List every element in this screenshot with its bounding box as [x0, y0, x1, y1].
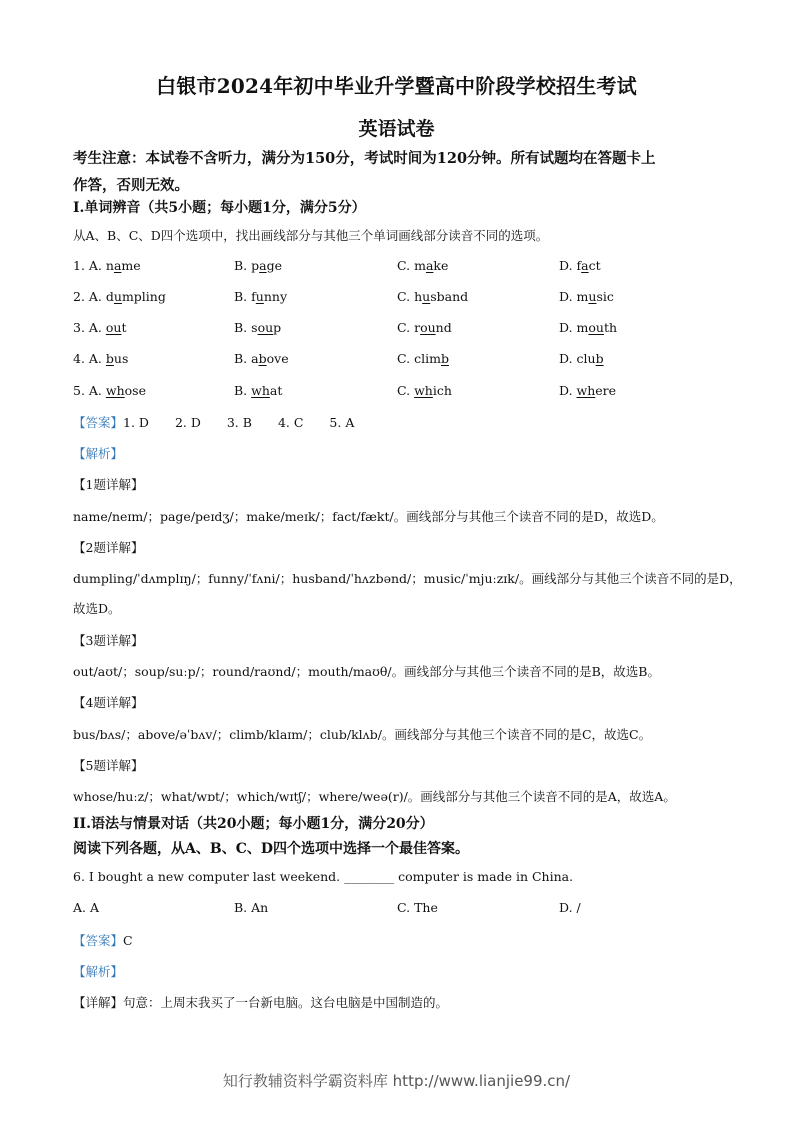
question-number: 1. A. — [73, 258, 102, 273]
underlined-part: ou — [105, 320, 122, 335]
answer-item: 2. D — [174, 415, 201, 430]
underlined-part: a — [259, 258, 267, 273]
q5-option-a — [73, 383, 146, 398]
underlined-part: ou — [588, 320, 604, 335]
word-part: ke — [433, 258, 449, 273]
q6-detail-text: 句意：上周末我买了一台新电脑。这台电脑是中国制造的。 — [123, 995, 449, 1010]
q6-detail-tag: 【详解】 — [73, 995, 124, 1010]
detail-label-1: 【1题详解】 — [73, 477, 144, 492]
word-part: f — [576, 258, 582, 273]
q3-option-d — [559, 320, 617, 335]
detail-label-2: 【2题详解】 — [73, 540, 144, 555]
underlined-part: wh — [105, 383, 125, 398]
q4-option-c — [397, 351, 449, 366]
word-part: ge — [266, 258, 283, 273]
notice-line-1: 考生注意：本试卷不含听力，满分为150分，考试时间为120分钟。所有试题均在答题卡上 — [73, 150, 656, 167]
word-part: ct — [588, 258, 601, 273]
option-letter: B. — [234, 351, 252, 366]
underlined-part: a — [581, 258, 589, 273]
word-part: p — [273, 320, 282, 335]
word-part: ose — [124, 383, 146, 398]
question-number: 3. A. — [73, 320, 102, 335]
q2-option-a — [73, 289, 166, 304]
section2-heading: II.语法与情景对话（共20小题；每小题1分，满分20分） — [73, 816, 434, 832]
underlined-part: ou — [420, 320, 436, 335]
word-part: f — [251, 289, 256, 304]
answer-tag: 【答案】 — [73, 415, 124, 430]
analysis-tag: 【解析】 — [73, 446, 124, 461]
exam-title: 白银市2024年初中毕业升学暨高中阶段学校招生考试 — [156, 74, 637, 98]
detail-text-5: whose/huːz/；what/wɒt/；which/wɪtʃ/；where/weə(r)/。画线部分与其他三个读音不同的是A，故选A。 — [73, 789, 676, 804]
option-letter: C. — [397, 289, 415, 304]
word-part: ere — [595, 383, 617, 398]
underlined-part: b — [105, 351, 114, 366]
q6-option-b: B. An — [234, 900, 269, 915]
q2-option-d — [559, 289, 614, 304]
q3-option-c — [397, 320, 452, 335]
q1-option-c — [397, 258, 448, 273]
q4-option-d — [559, 351, 604, 366]
q3-option-b — [234, 320, 281, 335]
q6-option-c: C. The — [397, 900, 438, 915]
word-part: nny — [263, 289, 288, 304]
underlined-part: wh — [251, 383, 270, 398]
word-part: m — [576, 320, 589, 335]
detail-label-4: 【4题详解】 — [73, 695, 144, 710]
word-part: s — [251, 320, 258, 335]
q4-option-a — [73, 351, 128, 366]
option-letter: C. — [397, 320, 415, 335]
underlined-part: u — [113, 289, 122, 304]
word-part: sband — [430, 289, 469, 304]
q6-detail-row — [73, 993, 448, 1011]
option-letter: D. — [559, 289, 577, 304]
question-number: 5. A. — [73, 383, 102, 398]
underlined-part: ou — [257, 320, 274, 335]
option-letter: D. — [559, 320, 577, 335]
word-part: clim — [414, 351, 441, 366]
word-part: clu — [576, 351, 596, 366]
option-letter: B. — [234, 383, 252, 398]
word-part: t — [121, 320, 127, 335]
q1-option-d — [559, 258, 601, 273]
word-part: ich — [432, 383, 452, 398]
detail-label-3: 【3题详解】 — [73, 633, 144, 648]
word-part: m — [576, 289, 589, 304]
exam-subtitle: 英语试卷 — [358, 118, 435, 140]
q5-option-b — [234, 383, 282, 398]
word-part: a — [251, 351, 259, 366]
word-part: m — [414, 258, 426, 273]
question-number: 4. A. — [73, 351, 102, 366]
q3-option-a — [73, 320, 127, 335]
underlined-part: b — [595, 351, 604, 366]
q1-option-b — [234, 258, 282, 273]
q6-analysis-tag: 【解析】 — [73, 964, 124, 979]
answer-item: 5. A — [329, 415, 355, 430]
answers-list — [123, 415, 380, 430]
word-part: at — [269, 383, 283, 398]
q5-option-c — [397, 383, 452, 398]
option-letter: C. — [397, 383, 415, 398]
option-letter: B. — [234, 289, 252, 304]
option-letter: D. — [559, 258, 577, 273]
word-part: mpling — [121, 289, 166, 304]
detail-text-2b: 故选D。 — [73, 601, 121, 616]
word-part: ove — [266, 351, 289, 366]
q5-option-d — [559, 383, 616, 398]
word-part: r — [414, 320, 421, 335]
underlined-part: wh — [576, 383, 596, 398]
word-part: n — [101, 258, 114, 273]
notice-line-2: 作答，否则无效。 — [73, 177, 189, 194]
question-number: 2. A. — [73, 289, 102, 304]
q6-option-d: D. / — [559, 900, 581, 915]
detail-label-5: 【5题详解】 — [73, 758, 144, 773]
word-part: nd — [435, 320, 452, 335]
underlined-part: a — [113, 258, 122, 273]
question-6-text: 6. I bought a new computer last weekend. ________ computer is made in China. — [73, 869, 574, 884]
word-part: d — [101, 289, 114, 304]
word-part: me — [121, 258, 141, 273]
q6-answer-row — [73, 931, 133, 949]
answer-item: 3. B — [226, 415, 252, 430]
option-letter: B. — [234, 320, 252, 335]
section1-heading: I.单词辨音（共5小题；每小题1分，满分5分） — [73, 200, 366, 216]
q2-option-b — [234, 289, 287, 304]
detail-text-1: name/neɪm/；page/peɪdʒ/；make/meɪk/；fact/fækt/。画线部分与其他三个读音不同的是D，故选D。 — [73, 509, 664, 524]
answer-item: 1. D — [123, 415, 149, 430]
detail-text-3: out/aʊt/；soup/suːp/；round/raʊnd/；mouth/maʊθ/。画线部分与其他三个读音不同的是B，故选B。 — [73, 664, 660, 679]
underlined-part: u — [588, 289, 597, 304]
underlined-part: u — [422, 289, 431, 304]
section2-instruction: 阅读下列各题，从A、B、C、D四个选项中选择一个最佳答案。 — [73, 841, 469, 857]
word-part: h — [414, 289, 423, 304]
underlined-part: b — [440, 351, 449, 366]
option-letter: C. — [397, 351, 415, 366]
q6-answer-tag: 【答案】 — [73, 933, 124, 948]
q1-option-a — [73, 258, 141, 273]
word-part: p — [251, 258, 260, 273]
underlined-part: b — [258, 351, 267, 366]
option-letter: D. — [559, 351, 577, 366]
option-letter: C. — [397, 258, 415, 273]
q2-option-c — [397, 289, 468, 304]
answer-item: 4. C — [277, 415, 304, 430]
underlined-part: wh — [414, 383, 433, 398]
section1-instruction: 从A、B、C、D四个选项中，找出画线部分与其他三个单词画线部分读音不同的选项。 — [73, 228, 549, 243]
word-part: us — [113, 351, 129, 366]
word-part: th — [603, 320, 618, 335]
answer-row-1-5 — [73, 413, 380, 431]
q6-option-a: A. A — [73, 900, 100, 915]
underlined-part: a — [425, 258, 434, 273]
detail-text-2: dumpling/ˈdʌmplɪŋ/；funny/ˈfʌni/；husband/ˈhʌzbənd/；music/ˈmjuːzɪk/。画线部分与其他三个读音不同的是D， — [73, 571, 742, 586]
detail-text-4: bus/bʌs/；above/əˈbʌv/；climb/klaɪm/；club/klʌb/。画线部分与其他三个读音不同的是C，故选C。 — [73, 727, 652, 742]
footer-watermark: 知行教辅资料学霸资料库 http://www.lianjie99.cn/ — [222, 1072, 571, 1090]
option-letter: D. — [559, 383, 577, 398]
word-part: sic — [596, 289, 614, 304]
q4-option-b — [234, 351, 289, 366]
q6-answer: C — [123, 933, 133, 948]
underlined-part: u — [255, 289, 264, 304]
option-letter: B. — [234, 258, 252, 273]
